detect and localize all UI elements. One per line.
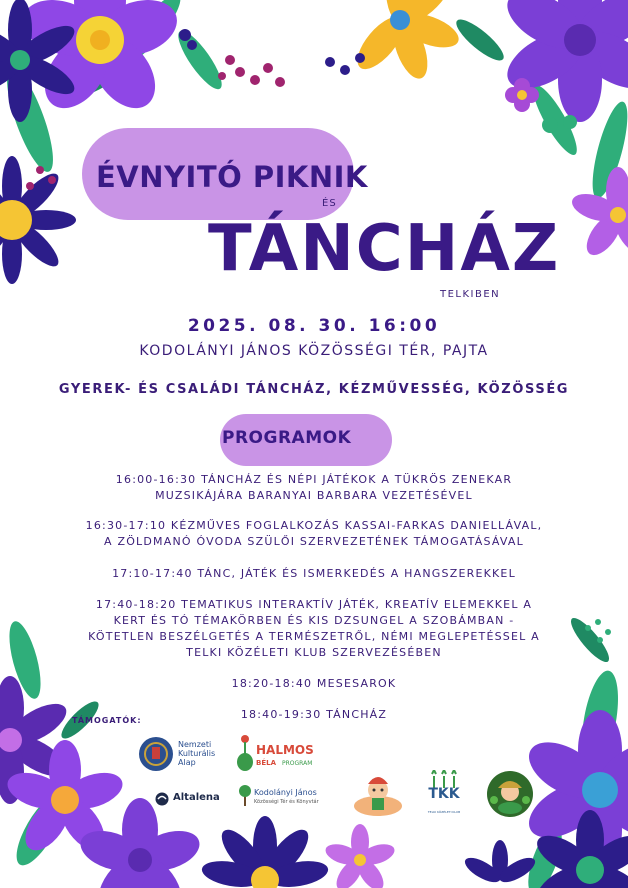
program-item — [40, 472, 588, 504]
location-town: TELKIBEN — [440, 289, 501, 300]
halmos-name: HALMOS — [256, 743, 314, 757]
program-item — [40, 566, 588, 582]
nka-emblem-icon — [138, 736, 174, 772]
nka-logo — [138, 736, 238, 776]
title-line-1: ÉVNYITÓ PIKNIK — [96, 160, 368, 194]
program-line: TELKI KÖZÉLETI KLUB SZERVEZÉSÉBEN — [186, 646, 442, 659]
program-line: 18:40-19:30 TÁNCHÁZ — [240, 708, 388, 721]
halmos-bela-logo — [236, 734, 316, 774]
altalena-text: Altalena — [173, 792, 220, 803]
altalena-logo — [155, 792, 235, 808]
program-line: 17:10-17:40 TÁNC, JÁTÉK ÉS ISMERKEDÉS A HANGSZEREKKEL — [112, 567, 516, 580]
nka-text-2: Kulturális — [178, 749, 216, 758]
event-venue: KODOLÁNYI JÁNOS KÖZÖSSÉGI TÉR, PAJTA — [139, 343, 489, 359]
program-item — [40, 597, 588, 661]
event-datetime: 2025. 08. 30. 16:00 — [187, 316, 441, 336]
tkk-sub: TELKI KÖZÉLETI KLUB — [427, 810, 461, 814]
halmos-sub: BÉLA — [256, 759, 276, 767]
program-line: MUZSIKÁJÁRA BARANYAI BARBARA VEZETÉSÉVEL — [155, 489, 473, 502]
kodolanyi-logo — [238, 784, 328, 814]
programs-heading: PROGRAMOK — [222, 428, 352, 448]
program-item — [40, 676, 588, 692]
kodolanyi-name: Kodolányi János — [254, 788, 317, 797]
title-connector: ÉS — [322, 198, 337, 209]
sponsors-label: TÁMOGATÓK: — [72, 716, 142, 725]
program-line: 18:20-18:40 MESESAROK — [231, 677, 397, 690]
program-line: 17:40-18:20 TEMATIKUS INTERAKTÍV JÁTÉK, KREATÍV ELEMEKKEL A — [95, 598, 533, 611]
nature-circle-logo — [486, 770, 534, 818]
program-line: A ZÖLDMANÓ ÓVODA SZÜLŐI SZERVEZETÉNEK TÁMOGATÁSÁVAL — [104, 535, 524, 548]
tree-icon — [238, 784, 252, 806]
altalena-icon — [155, 792, 169, 806]
nka-text-3: Alap — [178, 758, 196, 767]
program-line: KÖTETLEN BESZÉLGETÉS A TERMÉSZETRŐL, NÉMI MEGLEPETÉSSEL A — [88, 630, 540, 643]
nka-text-1: Nemzeti — [178, 740, 212, 749]
event-subtitle: GYEREK- ÉS CSALÁDI TÁNCHÁZ, KÉZMŰVESSÉG, KÖZÖSSÉG — [58, 382, 570, 397]
program-line: KERT ÉS TÓ TÉMAKÖRBEN ÉS KIS DZSUNGEL A SZOBÁMBAN - — [113, 614, 515, 627]
tkk-logo — [424, 770, 464, 818]
kodolanyi-sub: Közösségi Tér és Könyvtár — [254, 799, 319, 805]
program-line: 16:30-17:10 KÉZMŰVES FOGLALKOZÁS KASSAI-FARKAS DANIELLÁVAL, — [85, 519, 543, 532]
title-line-2: TÁNCHÁZ — [208, 212, 561, 286]
program-item — [40, 518, 588, 550]
program-line: 16:00-16:30 TÁNCHÁZ ÉS NÉPI JÁTÉKOK A TÜKRÖS ZENEKAR — [115, 473, 513, 486]
tkk-abbr: TKK — [428, 786, 460, 802]
violin-icon — [236, 734, 254, 772]
halmos-tag: PROGRAM — [282, 760, 313, 767]
zoldmano-logo — [352, 770, 404, 818]
